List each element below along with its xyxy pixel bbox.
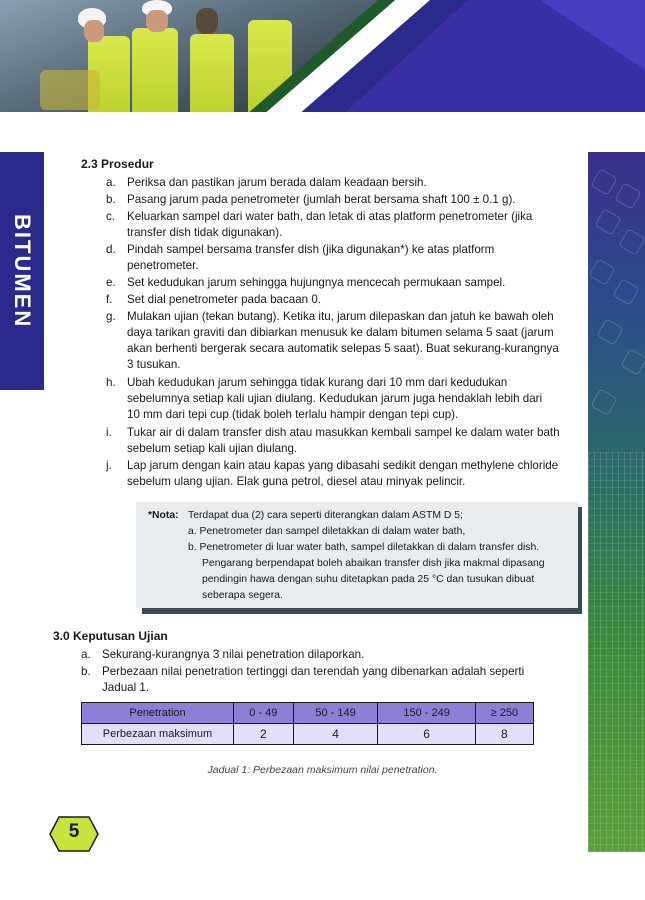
table-header-cell: Penetration — [82, 703, 234, 724]
table-cell: 2 — [234, 724, 294, 745]
note-intro: Terdapat dua (2) cara seperti diterangkan dalam ASTM D 5; — [188, 510, 463, 521]
note-option-b: b. Penetrometer di luar water bath, sampel diletakkan di dalam transfer dish. — [188, 542, 540, 553]
sidebar-label: BITUMEN — [10, 213, 35, 329]
list-item: Periksa dan pastikan jarum berada dalam keadaan bersih. — [127, 176, 427, 189]
list-item: sebelumnya setiap kali ujian diulang. Kedudukan jarum juga hendaklah lebih dari — [127, 392, 543, 405]
section-heading-prosedur: 2.3 Prosedur — [81, 157, 154, 171]
list-item: sebelum ulang ujian. Elak guna petrol, diesel atau minyak pelincir. — [127, 475, 466, 488]
list-item: 3 tusukan. — [127, 358, 181, 371]
list-marker: e. — [106, 276, 116, 289]
list-item: penetrometer. — [127, 259, 199, 272]
table-cell: 6 — [378, 724, 475, 745]
list-marker: c. — [106, 210, 116, 223]
table-header-cell: 0 - 49 — [234, 703, 294, 724]
table-row — [82, 724, 534, 745]
list-item: Keluarkan sampel dari water bath, dan letak di atas platform penetrometer (jika — [127, 210, 533, 223]
list-item: 10 mm dari tepi cup (tidak boleh terlalu hampir dengan tepi cup). — [127, 408, 459, 421]
list-marker: d. — [106, 243, 116, 256]
list-marker: f. — [106, 293, 113, 306]
table-caption: Jadual 1: Perbezaan maksimum nilai penetration. — [207, 764, 438, 776]
list-item: Perbezaan nilai penetration tertinggi dan terendah yang dibenarkan adalah seperti — [102, 665, 525, 678]
list-marker: j. — [106, 459, 112, 472]
list-item: Jadual 1. — [102, 681, 150, 694]
list-marker: b. — [106, 193, 116, 206]
page-number-badge — [49, 816, 99, 852]
page-number: 5 — [68, 821, 80, 842]
list-item: sebelum setiap kali ujian diulang. — [127, 442, 298, 455]
note-extra-line: seberapa segera. — [202, 590, 283, 601]
list-item: Set kedudukan jarum sehingga hujungnya mencecah permukaan sampel. — [127, 276, 506, 289]
list-item: Set dial penetrometer pada bacaan 0. — [127, 293, 322, 306]
section-heading-keputusan: 3.0 Keputusan Ujian — [53, 629, 168, 643]
table-header-cell: 150 - 249 — [378, 703, 475, 724]
list-marker: a. — [81, 648, 91, 661]
table-header-row — [82, 703, 534, 724]
note-label: *Nota: — [148, 510, 179, 521]
table-header-cell: 50 - 149 — [293, 703, 378, 724]
note-box — [136, 502, 578, 608]
list-item: Tukar air di dalam transfer dish atau masukkan kembali sampel ke dalam water bath — [127, 426, 560, 439]
note-option-a: a. Penetrometer dan sampel diletakkan di dalam water bath, — [188, 526, 466, 537]
list-item: Mulakan ujian (tekan butang). Ketika itu, jarum dilepaskan dan jatuh ke bawah oleh — [127, 310, 554, 323]
list-item: Pasang jarum pada penetrometer (jumlah berat bersama shaft 100 ± 0.1 g). — [127, 193, 516, 206]
penetration-table — [81, 702, 534, 745]
table-cell: Perbezaan maksimum — [82, 724, 234, 745]
list-item: Lap jarum dengan kain atau kapas yang dibasahi sedikit dengan methylene chloride — [127, 459, 559, 472]
list-item: Sekurang-kurangnya 3 nilai penetration dilaporkan. — [102, 648, 365, 661]
table-cell: 4 — [293, 724, 378, 745]
list-marker: i. — [106, 426, 112, 439]
list-item: daya tarikan graviti dan dibiarkan menusuk ke dalam bitumen selama 5 saat (jarum — [127, 326, 554, 339]
list-marker: b. — [81, 665, 91, 678]
table-header-cell: ≥ 250 — [475, 703, 533, 724]
list-marker: a. — [106, 176, 116, 189]
list-item: Pindah sampel bersama transfer dish (jika digunakan*) ke atas platform — [127, 243, 495, 256]
list-item: transfer dish tidak digunakan). — [127, 226, 283, 239]
list-marker: h. — [106, 376, 116, 389]
list-item: Ubah kedudukan jarum sehingga tidak kurang dari 10 mm dari kedudukan — [127, 376, 508, 389]
list-marker: g. — [106, 310, 116, 323]
table-cell: 8 — [475, 724, 533, 745]
note-extra-line: Pengarang berpendapat boleh abaikan transfer dish jika makmal dipasang — [202, 558, 545, 569]
list-item: akan berhenti bergerak secara automatik selepas 5 saat). Buat sekurang-kurangnya — [127, 342, 559, 355]
note-extra-line: pendingin hawa dengan suhu ditetapkan pada 25 °C dan tusukan dibuat — [202, 574, 535, 585]
